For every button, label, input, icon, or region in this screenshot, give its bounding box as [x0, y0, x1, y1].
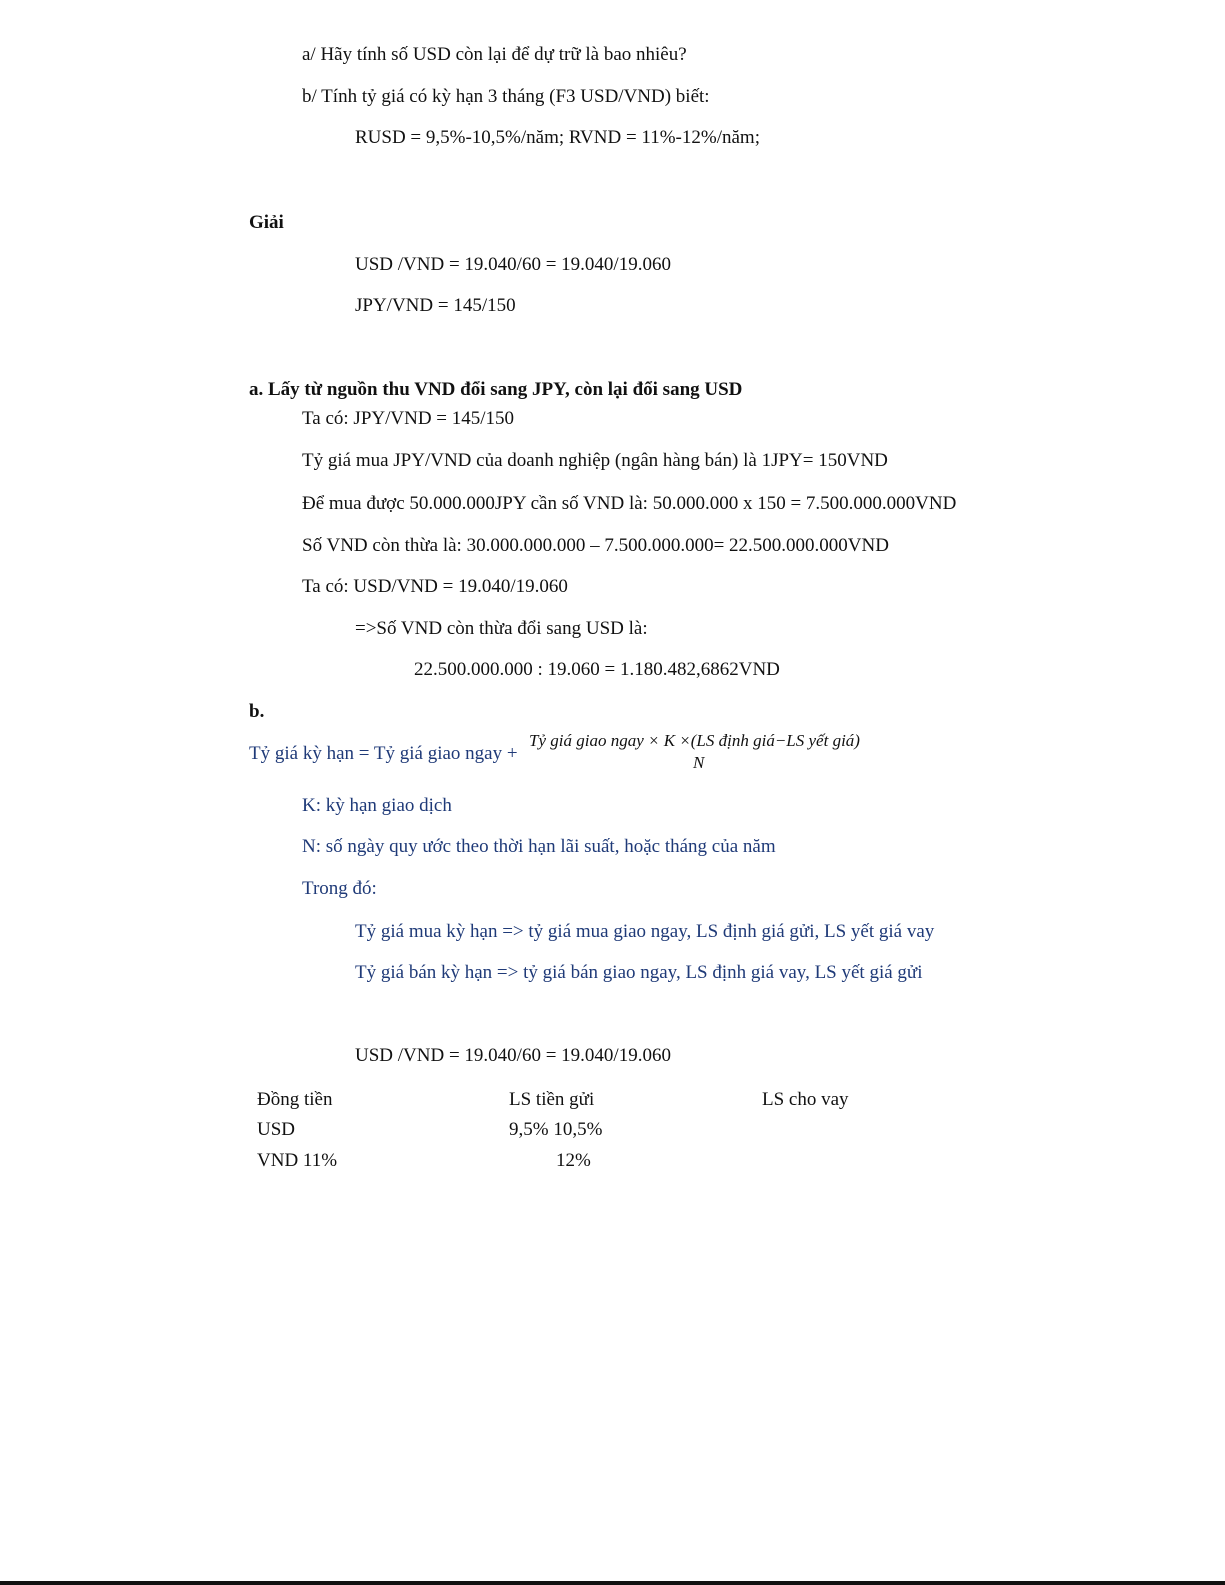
question-rates: RUSD = 9,5%-10,5%/năm; RVND = 11%-12%/năm; — [355, 127, 760, 148]
formula-lhs: Tỷ giá kỳ hạn = Tỷ giá giao ngay + — [249, 743, 518, 764]
part-b-line: Tỷ giá bán kỳ hạn => tỷ giá bán giao ngay, LS định giá vay, LS yết giá gửi — [355, 962, 923, 983]
table-header: LS tiền gửi — [509, 1089, 595, 1110]
part-a-line: Ta có: JPY/VND = 145/150 — [302, 408, 515, 429]
solution-heading: Giải — [249, 212, 284, 233]
solution-usd-vnd: USD /VND = 19.040/60 = 19.040/19.060 — [355, 254, 671, 275]
part-a-line: Số VND còn thừa là: 30.000.000.000 – 7.500.000.000= 22.500.000.000VND — [302, 535, 889, 556]
part-a-line: =>Số VND còn thừa đổi sang USD là: — [355, 618, 648, 639]
table-header: LS cho vay — [762, 1089, 849, 1110]
formula-numerator: Tỷ giá giao ngay × K ×(LS định giá−LS yết giá) — [529, 731, 860, 750]
part-a-line: Tỷ giá mua JPY/VND của doanh nghiệp (ngân hàng bán) là 1JPY= 150VND — [302, 450, 888, 471]
part-a-line: Ta có: USD/VND = 19.040/19.060 — [302, 576, 568, 597]
table-cell: USD — [257, 1119, 296, 1140]
table-cell: 12% — [556, 1150, 591, 1171]
part-b-line: Tỷ giá mua kỳ hạn => tỷ giá mua giao ngay, LS định giá gửi, LS yết giá vay — [355, 921, 935, 942]
part-a-result: 22.500.000.000 : 19.060 = 1.180.482,6862VND — [414, 659, 780, 680]
table-cell: 9,5% 10,5% — [509, 1119, 603, 1140]
part-a-heading: a. Lấy từ nguồn thu VND đổi sang JPY, còn lại đổi sang USD — [249, 379, 743, 400]
question-b: b/ Tính tỷ giá có kỳ hạn 3 tháng (F3 USD/VND) biết: — [302, 86, 710, 107]
solution-jpy-vnd: JPY/VND = 145/150 — [355, 295, 516, 316]
question-a: a/ Hãy tính số USD còn lại để dự trữ là bao nhiêu? — [302, 44, 687, 65]
part-b-heading: b. — [249, 701, 265, 722]
part-a-line: Để mua được 50.000.000JPY cần số VND là: 50.000.000 x 150 = 7.500.000.000VND — [302, 493, 957, 514]
part-b-usd-vnd: USD /VND = 19.040/60 = 19.040/19.060 — [355, 1045, 671, 1066]
part-b-line: N: số ngày quy ước theo thời hạn lãi suất, hoặc tháng của năm — [302, 836, 776, 857]
page-bottom-rule — [0, 1581, 1225, 1585]
part-b-line: K: kỳ hạn giao dịch — [302, 795, 452, 816]
part-b-line: Trong đó: — [302, 878, 377, 899]
table-cell: VND 11% — [257, 1150, 338, 1171]
table-header: Đồng tiền — [257, 1089, 333, 1110]
formula-denominator: N — [693, 753, 705, 772]
